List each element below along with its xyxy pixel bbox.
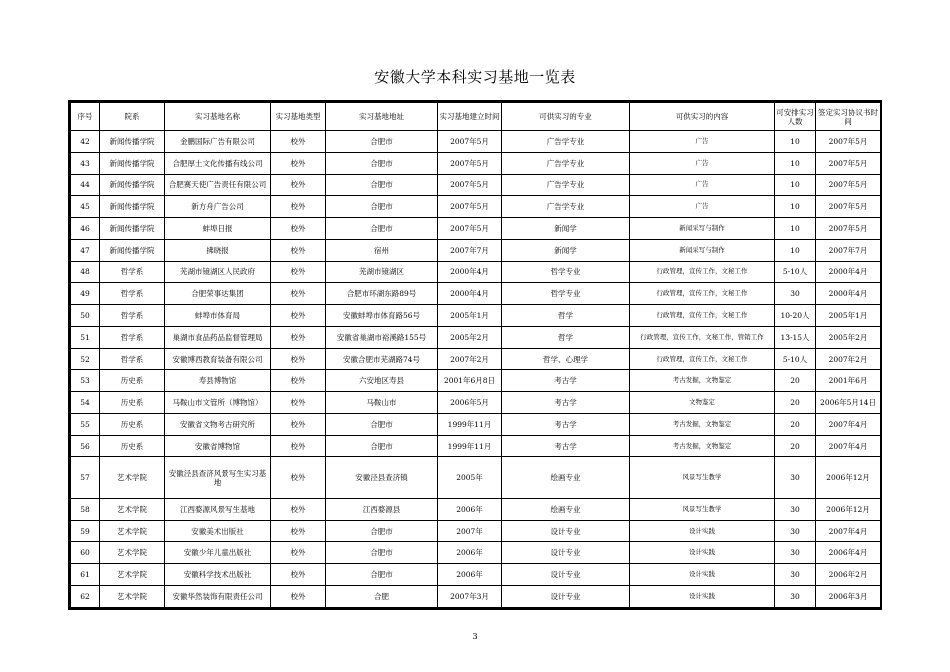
base-name-cell: 江西婺源风景写生基地 [165, 498, 271, 520]
content-cell: 考古发掘，文物鉴定 [630, 370, 775, 392]
department-cell: 艺术学院 [100, 542, 165, 564]
agreement-date-cell: 2007年2月 [816, 348, 881, 370]
base-type-cell: 校外 [271, 174, 326, 196]
majors-cell: 考古学 [502, 370, 630, 392]
capacity-cell: 20 [775, 370, 816, 392]
department-cell: 哲学系 [100, 305, 165, 327]
established-cell: 2007年7月 [438, 239, 502, 261]
department-cell: 艺术学院 [100, 457, 165, 498]
department-cell: 哲学系 [100, 326, 165, 348]
established-cell: 2000年4月 [438, 283, 502, 305]
table-row [71, 413, 881, 435]
content-cell: 文物鉴定 [630, 392, 775, 414]
majors-cell: 广告学专业 [502, 131, 630, 153]
table-row [71, 348, 881, 370]
department-cell: 艺术学院 [100, 520, 165, 542]
capacity-cell: 30 [775, 585, 816, 607]
address-cell: 合肥市 [326, 196, 438, 218]
department-cell: 艺术学院 [100, 498, 165, 520]
established-cell: 2007年5月 [438, 218, 502, 240]
table-row [71, 326, 881, 348]
capacity-cell: 30 [775, 498, 816, 520]
base-type-cell: 校外 [271, 520, 326, 542]
base-type-cell: 校外 [271, 585, 326, 607]
capacity-cell: 30 [775, 542, 816, 564]
row-index-cell: 59 [71, 520, 100, 542]
base-name-cell: 新方舟广告公司 [165, 196, 271, 218]
capacity-cell: 5-10人 [775, 261, 816, 283]
base-name-cell: 蚌埠市体育局 [165, 305, 271, 327]
established-cell: 2006年 [438, 498, 502, 520]
address-cell: 安徽蚌埠市体育路56号 [326, 305, 438, 327]
table-row [71, 152, 881, 174]
base-type-cell: 校外 [271, 348, 326, 370]
header-cell-base-type: 实习基地类型 [271, 103, 326, 131]
row-index-cell: 44 [71, 174, 100, 196]
row-index-cell: 61 [71, 564, 100, 586]
header-cell-department: 院系 [100, 103, 165, 131]
department-cell: 新闻传播学院 [100, 196, 165, 218]
address-cell: 合肥市 [326, 131, 438, 153]
address-cell: 合肥市 [326, 520, 438, 542]
capacity-cell: 5-10人 [775, 348, 816, 370]
table-row [71, 457, 881, 498]
agreement-date-cell: 2006年2月 [816, 564, 881, 586]
capacity-cell: 10 [775, 239, 816, 261]
table-row [71, 392, 881, 414]
base-type-cell: 校外 [271, 564, 326, 586]
content-cell: 新闻采写与制作 [630, 218, 775, 240]
row-index-cell: 45 [71, 196, 100, 218]
content-cell: 广告 [630, 196, 775, 218]
majors-cell: 哲学专业 [502, 283, 630, 305]
address-cell: 合肥市 [326, 564, 438, 586]
majors-cell: 哲学 [502, 305, 630, 327]
table-row [71, 564, 881, 586]
capacity-cell: 10 [775, 196, 816, 218]
row-index-cell: 57 [71, 457, 100, 498]
agreement-date-cell: 2006年5月14日 [816, 392, 881, 414]
content-cell: 设计实践 [630, 542, 775, 564]
address-cell: 合肥市 [326, 152, 438, 174]
row-index-cell: 46 [71, 218, 100, 240]
document-title: 安徽大学本科实习基地一览表 [374, 68, 576, 86]
address-cell: 合肥 [326, 585, 438, 607]
established-cell: 2006年 [438, 564, 502, 586]
base-name-cell: 安徽省博物馆 [165, 435, 271, 457]
department-cell: 历史系 [100, 413, 165, 435]
content-cell: 考古发掘，文物鉴定 [630, 435, 775, 457]
majors-cell: 广告学专业 [502, 152, 630, 174]
base-type-cell: 校外 [271, 435, 326, 457]
address-cell: 安徽省巢湖市裕溪路155号 [326, 326, 438, 348]
address-cell: 安徽合肥市芜湖路74号 [326, 348, 438, 370]
row-index-cell: 49 [71, 283, 100, 305]
internship-base-table [68, 100, 882, 610]
base-name-cell: 安徽美术出版社 [165, 520, 271, 542]
base-type-cell: 校外 [271, 261, 326, 283]
established-cell: 2007年5月 [438, 174, 502, 196]
table-row [71, 261, 881, 283]
table-row [71, 283, 881, 305]
department-cell: 历史系 [100, 392, 165, 414]
header-cell-content: 可供实习的内容 [630, 103, 775, 131]
majors-cell: 广告学专业 [502, 174, 630, 196]
header-cell-majors: 可供实习的专业 [502, 103, 630, 131]
content-cell: 行政管理，宣传工作，文秘工作 [630, 261, 775, 283]
base-type-cell: 校外 [271, 498, 326, 520]
content-cell: 广告 [630, 152, 775, 174]
agreement-date-cell: 2005年2月 [816, 326, 881, 348]
agreement-date-cell: 2007年5月 [816, 131, 881, 153]
table-row [71, 174, 881, 196]
base-type-cell: 校外 [271, 218, 326, 240]
department-cell: 哲学系 [100, 283, 165, 305]
table-row [71, 435, 881, 457]
header-cell-base-name: 实习基地名称 [165, 103, 271, 131]
address-cell: 合肥市 [326, 174, 438, 196]
established-cell: 2007年5月 [438, 196, 502, 218]
agreement-date-cell: 2007年5月 [816, 218, 881, 240]
header-cell-capacity: 可安排实习人数 [775, 103, 816, 131]
department-cell: 艺术学院 [100, 585, 165, 607]
majors-cell: 设计专业 [502, 585, 630, 607]
row-index-cell: 54 [71, 392, 100, 414]
established-cell: 2001年6月8日 [438, 370, 502, 392]
content-cell: 设计实践 [630, 564, 775, 586]
base-name-cell: 合肥赛天使广告责任有限公司 [165, 174, 271, 196]
base-name-cell: 安徽华然装饰有限责任公司 [165, 585, 271, 607]
agreement-date-cell: 2005年1月 [816, 305, 881, 327]
established-cell: 2007年2月 [438, 348, 502, 370]
base-name-cell: 合肥厚土文化传播有线公司 [165, 152, 271, 174]
row-index-cell: 53 [71, 370, 100, 392]
row-index-cell: 51 [71, 326, 100, 348]
base-type-cell: 校外 [271, 370, 326, 392]
content-cell: 广告 [630, 174, 775, 196]
content-cell: 风景写生教学 [630, 498, 775, 520]
row-index-cell: 55 [71, 413, 100, 435]
content-cell: 行政管理，宣传工作，文秘工作，管销工作 [630, 326, 775, 348]
base-type-cell: 校外 [271, 239, 326, 261]
department-cell: 历史系 [100, 435, 165, 457]
department-cell: 新闻传播学院 [100, 174, 165, 196]
address-cell: 芜湖市镜湖区 [326, 261, 438, 283]
established-cell: 1999年11月 [438, 413, 502, 435]
department-cell: 新闻传播学院 [100, 131, 165, 153]
capacity-cell: 10 [775, 218, 816, 240]
majors-cell: 哲学、心理学 [502, 348, 630, 370]
capacity-cell: 10 [775, 152, 816, 174]
content-cell: 风景写生教学 [630, 457, 775, 498]
table-row [71, 196, 881, 218]
content-cell: 新闻采写与制作 [630, 239, 775, 261]
established-cell: 2007年 [438, 520, 502, 542]
table-row [71, 585, 881, 607]
established-cell: 2005年 [438, 457, 502, 498]
row-index-cell: 58 [71, 498, 100, 520]
majors-cell: 广告学专业 [502, 196, 630, 218]
row-index-cell: 47 [71, 239, 100, 261]
base-type-cell: 校外 [271, 542, 326, 564]
department-cell: 哲学系 [100, 261, 165, 283]
capacity-cell: 30 [775, 283, 816, 305]
address-cell: 合肥市 [326, 413, 438, 435]
department-cell: 新闻传播学院 [100, 239, 165, 261]
majors-cell: 考古学 [502, 413, 630, 435]
address-cell: 马鞍山市 [326, 392, 438, 414]
majors-cell: 哲学专业 [502, 261, 630, 283]
majors-cell: 考古学 [502, 435, 630, 457]
majors-cell: 设计专业 [502, 564, 630, 586]
capacity-cell: 20 [775, 392, 816, 414]
capacity-cell: 20 [775, 435, 816, 457]
base-name-cell: 巢湖市食品药品监督管理局 [165, 326, 271, 348]
capacity-cell: 10 [775, 174, 816, 196]
agreement-date-cell: 2006年3月 [816, 585, 881, 607]
base-type-cell: 校外 [271, 305, 326, 327]
majors-cell: 新闻学 [502, 239, 630, 261]
address-cell: 六安地区寿县 [326, 370, 438, 392]
base-type-cell: 校外 [271, 457, 326, 498]
base-name-cell: 安徽省文物考古研究所 [165, 413, 271, 435]
table-row [71, 542, 881, 564]
table-body [71, 131, 881, 608]
agreement-date-cell: 2000年4月 [816, 283, 881, 305]
agreement-date-cell: 2006年12月 [816, 457, 881, 498]
capacity-cell: 13-15人 [775, 326, 816, 348]
agreement-date-cell: 2007年4月 [816, 435, 881, 457]
header-cell-index: 序号 [71, 103, 100, 131]
row-index-cell: 50 [71, 305, 100, 327]
majors-cell: 绘画专业 [502, 498, 630, 520]
majors-cell: 考古学 [502, 392, 630, 414]
base-name-cell: 安徽泾县查济风景写生实习基地 [165, 457, 271, 498]
address-cell: 合肥市 [326, 435, 438, 457]
department-cell: 艺术学院 [100, 564, 165, 586]
table-row [71, 498, 881, 520]
table-row [71, 239, 881, 261]
department-cell: 哲学系 [100, 348, 165, 370]
base-name-cell: 安徽科学技术出版社 [165, 564, 271, 586]
capacity-cell: 10-20人 [775, 305, 816, 327]
majors-cell: 哲学 [502, 326, 630, 348]
base-type-cell: 校外 [271, 131, 326, 153]
address-cell: 安徽泾县查济镇 [326, 457, 438, 498]
majors-cell: 绘画专业 [502, 457, 630, 498]
content-cell: 行政管理，宣传工作，文秘工作 [630, 305, 775, 327]
row-index-cell: 52 [71, 348, 100, 370]
established-cell: 1999年11月 [438, 435, 502, 457]
agreement-date-cell: 2001年6月 [816, 370, 881, 392]
capacity-cell: 30 [775, 564, 816, 586]
base-name-cell: 寿县博物馆 [165, 370, 271, 392]
content-cell: 行政管理，宣传工作，文秘工作 [630, 283, 775, 305]
base-name-cell: 芜湖市镜湖区人民政府 [165, 261, 271, 283]
address-cell: 合肥市 [326, 218, 438, 240]
established-cell: 2007年3月 [438, 585, 502, 607]
table-row [71, 370, 881, 392]
table-row [71, 218, 881, 240]
established-cell: 2000年4月 [438, 261, 502, 283]
capacity-cell: 30 [775, 520, 816, 542]
content-cell: 行政管理，宣传工作，文秘工作 [630, 348, 775, 370]
row-index-cell: 43 [71, 152, 100, 174]
agreement-date-cell: 2007年5月 [816, 196, 881, 218]
base-name-cell: 拂晓报 [165, 239, 271, 261]
header-cell-agreement-date: 签定实习协议书时间 [816, 103, 881, 131]
base-type-cell: 校外 [271, 152, 326, 174]
established-cell: 2006年 [438, 542, 502, 564]
row-index-cell: 60 [71, 542, 100, 564]
address-cell: 宿州 [326, 239, 438, 261]
capacity-cell: 30 [775, 457, 816, 498]
majors-cell: 设计专业 [502, 520, 630, 542]
agreement-date-cell: 2007年7月 [816, 239, 881, 261]
agreement-date-cell: 2006年12月 [816, 498, 881, 520]
department-cell: 历史系 [100, 370, 165, 392]
agreement-date-cell: 2007年4月 [816, 520, 881, 542]
content-cell: 设计实践 [630, 585, 775, 607]
base-type-cell: 校外 [271, 196, 326, 218]
base-name-cell: 安徽少年儿童出版社 [165, 542, 271, 564]
capacity-cell: 10 [775, 131, 816, 153]
department-cell: 新闻传播学院 [100, 152, 165, 174]
base-type-cell: 校外 [271, 413, 326, 435]
row-index-cell: 56 [71, 435, 100, 457]
header-cell-established: 实习基地建立时间 [438, 103, 502, 131]
base-type-cell: 校外 [271, 392, 326, 414]
base-name-cell: 安徽博西教育装备有限公司 [165, 348, 271, 370]
established-cell: 2005年1月 [438, 305, 502, 327]
capacity-cell: 20 [775, 413, 816, 435]
department-cell: 新闻传播学院 [100, 218, 165, 240]
established-cell: 2007年5月 [438, 152, 502, 174]
base-name-cell: 马鞍山市文管所（博物馆） [165, 392, 271, 414]
row-index-cell: 42 [71, 131, 100, 153]
majors-cell: 新闻学 [502, 218, 630, 240]
address-cell: 合肥市环湖东路89号 [326, 283, 438, 305]
base-name-cell: 金鹏国际广告有限公司 [165, 131, 271, 153]
agreement-date-cell: 2007年4月 [816, 413, 881, 435]
agreement-date-cell: 2000年4月 [816, 261, 881, 283]
established-cell: 2005年2月 [438, 326, 502, 348]
page-number: 3 [472, 632, 478, 641]
established-cell: 2007年5月 [438, 131, 502, 153]
table-header-row [71, 103, 881, 131]
majors-cell: 设计专业 [502, 542, 630, 564]
base-name-cell: 合肥荣事达集团 [165, 283, 271, 305]
established-cell: 2006年5月 [438, 392, 502, 414]
base-type-cell: 校外 [271, 283, 326, 305]
base-name-cell: 蚌埠日报 [165, 218, 271, 240]
header-cell-address: 实习基地地址 [326, 103, 438, 131]
agreement-date-cell: 2007年5月 [816, 174, 881, 196]
agreement-date-cell: 2006年4月 [816, 542, 881, 564]
content-cell: 广告 [630, 131, 775, 153]
address-cell: 合肥市 [326, 542, 438, 564]
content-cell: 考古发掘，文物鉴定 [630, 413, 775, 435]
content-cell: 设计实践 [630, 520, 775, 542]
table-row [71, 305, 881, 327]
address-cell: 江西婺源县 [326, 498, 438, 520]
row-index-cell: 62 [71, 585, 100, 607]
table-row [71, 520, 881, 542]
base-type-cell: 校外 [271, 326, 326, 348]
row-index-cell: 48 [71, 261, 100, 283]
agreement-date-cell: 2007年5月 [816, 152, 881, 174]
table-row [71, 131, 881, 153]
